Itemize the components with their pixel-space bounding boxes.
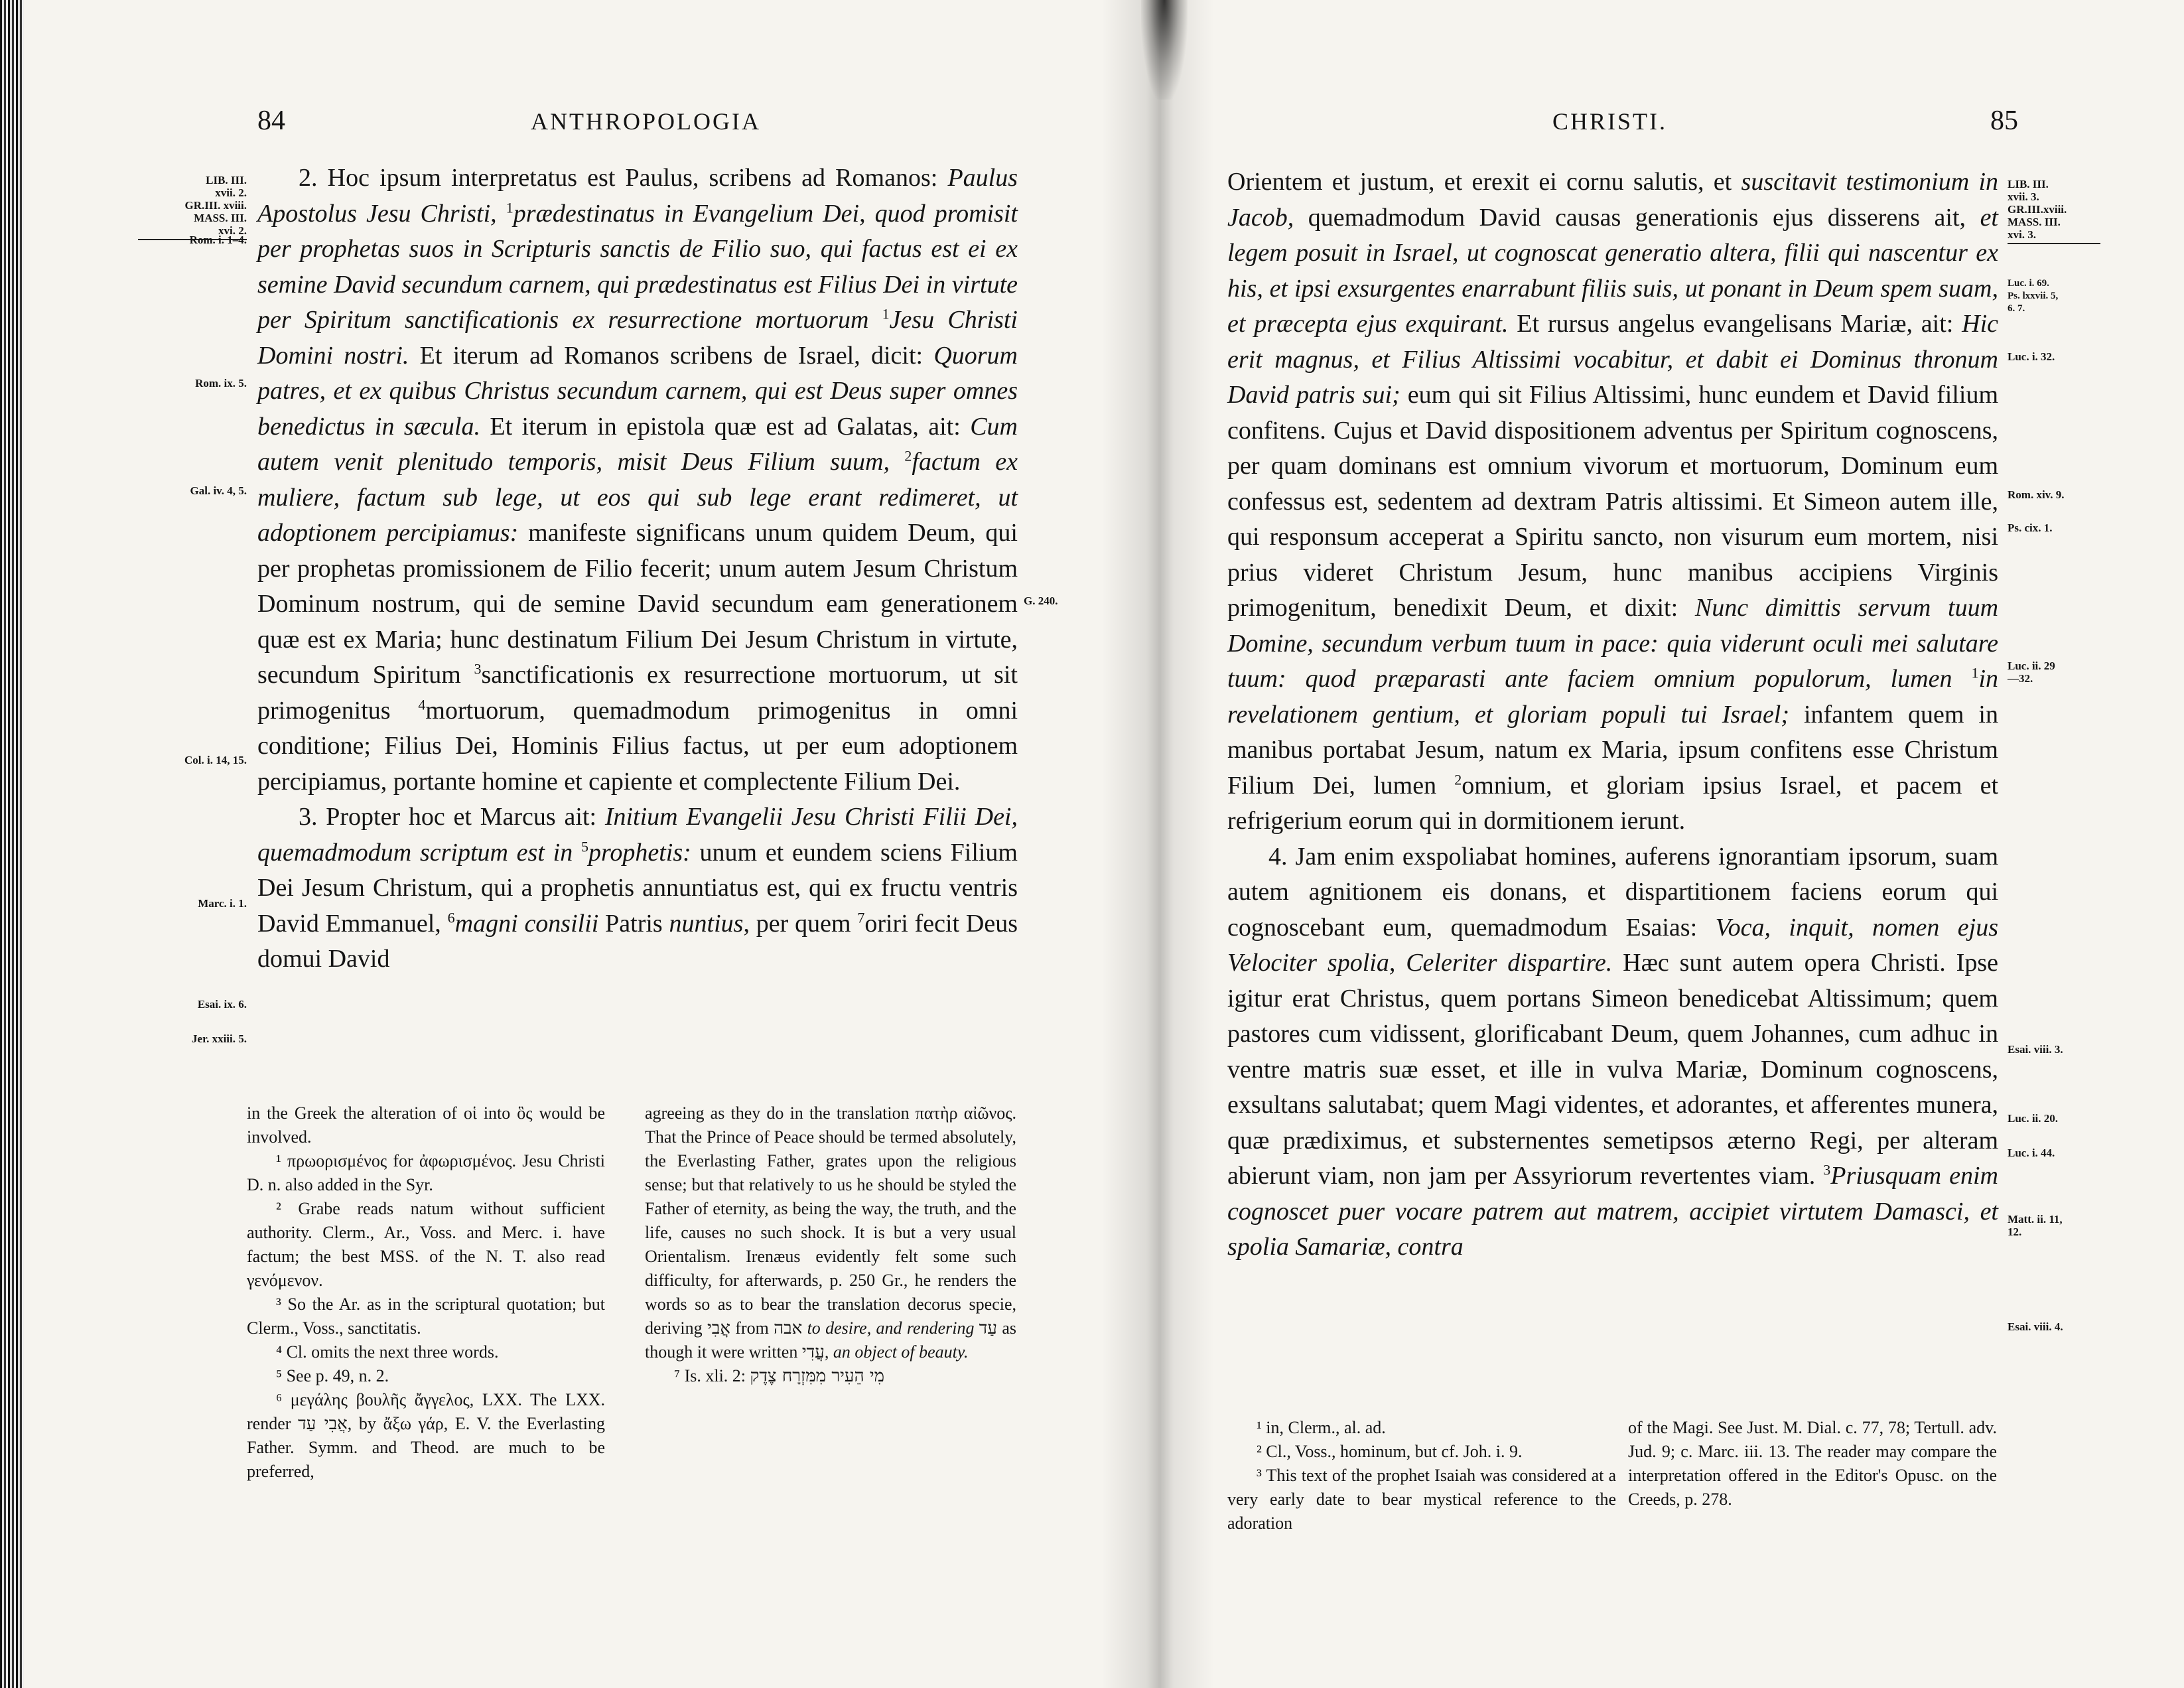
margin-note: Esai. viii. 4. [2008,1320,2063,1333]
footnote-1: ¹ in, Clerm., al. ad. [1257,1418,1386,1437]
footnote-6-continuation: agreeing as they do in the translation πατὴρ αἰῶνος. That the Prince of Peace should be termed absolutely, the Everlasting Father, grates upon the religious sense; but that relatively to us he should be styled the Father of eternity, as being the way, the truth, and the life, causes no such shock. It is but a very usual Orientalism. Irenæus evidently felt some such difficulty, for afterwards, p. 250 Gr., he renders the words so as to bear the translation decorus specie, deriving אֲבִי from אבה to desire, and rendering עַד as though it were written עֲדִי, an object of beauty. [645,1103,1017,1362]
margin-note: Col. i. 14, 15. [184,754,247,766]
main-text [1227,165,1998,1265]
footnotes-column-2 [1628,1416,1997,1512]
paragraph-3: 3. Propter hoc et Marcus ait: Initium Evangelii Jesu Christi Filii Dei, quemadmodum scriptum est in $^5$prophetis: unum et eundem sciens Filium Dei Jesum Christum, qui a prophetis annuntiatus est, qui ex fructu ventris David Emmanuel, $^6$magni consilii Patris nuntius, per quem $^7$oriri fecit Deus domui David [257,803,1018,973]
footnote-3: ³ This text of the prophet Isaiah was considered at a very early date to bear mystical reference to the adoration [1227,1466,1616,1533]
margin-note: Jer. xxiii. 5. [192,1032,247,1045]
footnote-3-continuation: of the Magi. See Just. M. Dial. c. 77, 78; Tertull. adv. Jud. 9; c. Marc. iii. 13. The reader may compare the interpretation offered in the Editor's Opusc. on the Creeds, p. 278. [1628,1418,1997,1509]
margin-note: Luc. ii. 20. [2008,1112,2059,1125]
book-gutter-shadow [1101,0,1214,1688]
margin-note: Rom. i. 1–4. [189,234,247,246]
paragraph-2: 2. Hoc ipsum interpretatus est Paulus, scribens ad Romanos: Paulus Apostolus Jesu Christi, $^1$prædestinatus in Evangelium Dei, quod promisit per prophetas suos in Scripturis sanctis de Filio suo, qui factus est ei ex semine David secundum carnem, qui prædestinatus est Filius Dei in virtute per Spiritum sanctificationis ex resurrectione mortuorum $^1$Jesu Christi Domini nostri. Et iterum ad Romanos scribens de Israel, dicit: Quorum patres, et ex quibus Christus secundum carnem, qui est Deus super omnes benedictus in sæcula. Et iterum in epistola quæ est ad Galatas, ait: Cum autem venit plenitudo temporis, misit Deus Filium suum, $^2$factum ex muliere, factum sub lege, ut eos qui sub lege erant redimeret, ut adoptionem percipiamus: manifeste significans unum quidem Deum, qui per prophetas promissionem de Filio fecerit; unum autem Jesum Christum Dominum nostrum, qui de semine David secundum eam generationem quæ est ex Maria; hunc destinatum Filium Dei Jesum Christum in virtute, secundum Spiritum $^3$sanctificationis ex resurrectione mortuorum, ut sit primogenitus $^4$mortuorum, quemadmodum primogenitus in omni conditione; Filius Dei, Hominis Filius factus, ut per eum adoptionem percipiamus, portante homine et capiente et complectente Filium Dei. [257,164,1018,796]
margin-note: LIB. III. xvii. 2. GR.III. xviii. MASS. III. xvi. 2. [151,174,247,240]
running-head: ANTHROPOLOGIA [531,108,761,135]
footnote-2: ² Cl., Voss., hominum, but cf. Joh. i. 9. [1257,1442,1523,1461]
margin-note: Rom. ix. 5. [195,377,247,389]
margin-note: G. 240. [1024,595,1058,607]
page-number: 85 [1990,106,2018,136]
footnotes-column-1 [1227,1416,1616,1535]
footnotes-column-2 [645,1101,1016,1388]
margin-note: Luc. i. 44. [2008,1147,2055,1159]
gutter-dark-mark [1141,0,1188,100]
right-page [1214,0,2184,1688]
footnotes-column-1 [247,1101,605,1484]
margin-note: Luc. i. 32. [2008,350,2055,363]
margin-note: Ps. cix. 1. [2008,522,2053,534]
paragraph-4: 4. Jam enim exspoliabat homines, auferens ignorantiam ipsorum, suam autem agnitionem eis donans, et dispartitionem faciens eorum qui cognoscebant eum, quemadmodum Esaias: Voca, inquit, nomen ejus Velociter spolia, Celeriter dispartire. Hæc sunt autem opera Christi. Ipse igitur erat Christus, quem portans Simeon benedicebat Altissimum; quem pastores cum vidissent, glorificabant Deum, quem Johannes, cum adhuc in ventre matris suæ esset, et ille in vulva Mariæ, Dominum cognoscens, exsultans salutabat; quem Magi videntes, et adorantes, et afferentes munera, quæ prædiximus, et substernentes semetipsos æterno Regi, per alteram abierunt viam, non jam per Assyriorum revertentes viam. $^3$Priusquam enim cognoscet puer vocare patrem aut matrem, accipiet virtutem Damasci, et spolia Samariæ, contra [1227,842,1999,1261]
footnote-3: ³ So the Ar. as in the scriptural quotation; but Clerm., Voss., sanctitatis. [247,1295,605,1338]
margin-note: Esai. ix. 6. [197,998,247,1011]
footnote-5: ⁵ See p. 49, n. 2. [276,1366,389,1385]
margin-note: Esai. viii. 3. [2008,1043,2063,1056]
margin-note: Gal. iv. 4, 5. [190,484,247,497]
margin-note: Luc. i. 69. Ps. lxxvii. 5, 6. 7. [2008,278,2059,314]
margin-note: Marc. i. 1. [198,897,247,910]
margin-note: Rom. xiv. 9. [2008,488,2065,501]
margin-note: Luc. ii. 29 —32. [2008,660,2055,685]
main-text [257,161,1018,977]
page-number: 84 [257,106,285,136]
footnote-1: ¹ πρωορισμένος for ἀφωρισμένος. Jesu Christi D. n. also added in the Syr. [247,1151,605,1194]
running-head: CHRISTI. [1552,108,1668,135]
footnote-continuation: in the Greek the alteration of οἱ into ὃς would be involved. [247,1103,605,1147]
footnote-7: ⁷ Is. xli. 2: מִי הֵעִיר מִמִּזְרָח צֶדֶק [674,1366,885,1386]
footnote-2: ² Grabe reads natum without sufficient authority. Clerm., Ar., Voss. and Merc. i. have factum; the best MSS. of the N. T. also read γενόμενον. [247,1199,605,1290]
margin-note: LIB. III. xvii. 3. GR.III.xviii. MASS. III. xvi. 3. [2008,178,2100,244]
paragraph-3-continued: Orientem et justum, et erexit ei cornu salutis, et suscitavit testimonium in Jacob, quemadmodum David causas generationis ejus disserens ait, et legem posuit in Israel, ut cognoscat generatio altera, filii qui nascentur ex his, et ipsi exsurgentes enarrabunt filiis suis, ut ponant in Deum spem suam, et præcepta ejus exquirant. Et rursus angelus evangelisans Mariæ, ait: Hic erit magnus, et Filius Altissimi vocabitur, et dabit ei Dominus thronum David patris sui; eum qui sit Filius Altissimi, hunc eundem et David filium confitens. Cujus et David dispositionem adventus per Spiritum cognoscens, per quam dominans est omnium vivorum et mortuorum, Dominum eum confessus est, sedentem ad dextram Patris altissimi. Et Simeon autem ille, qui responsum acceperat a Spiritu sancto, non visurum eum mortem, nisi prius videret Christum Jesum, hunc manibus accipiens Virginis primogenitum, benedixit Deum, et dixit: Nunc dimittis servum tuum Domine, secundum verbum tuum in pace: quia viderunt oculi mei salutare tuum: quod præparasti ante faciem omnium populorum, lumen $^1$in revelationem gentium, et gloriam populi tui Israel; infantem quem in manibus portabat Jesum, natum ex Maria, ipsum confitens esse Christum Filium Dei, lumen $^2$omnium, et gloriam ipsius Israel, et pacem et refrigerium eorum qui in dormitionem ierunt. [1227,168,1999,835]
footnote-6: ⁶ μεγάλης βουλῆς ἄγγελος, LXX. The LXX. render אֲבִי עַד, by ἄξω γάρ, E. V. the Everlasting Father. Symm. and Theod. are much to be preferred, [247,1390,606,1481]
footnote-4: ⁴ Cl. omits the next three words. [276,1342,499,1362]
margin-note: Matt. ii. 11, 12. [2008,1213,2063,1238]
